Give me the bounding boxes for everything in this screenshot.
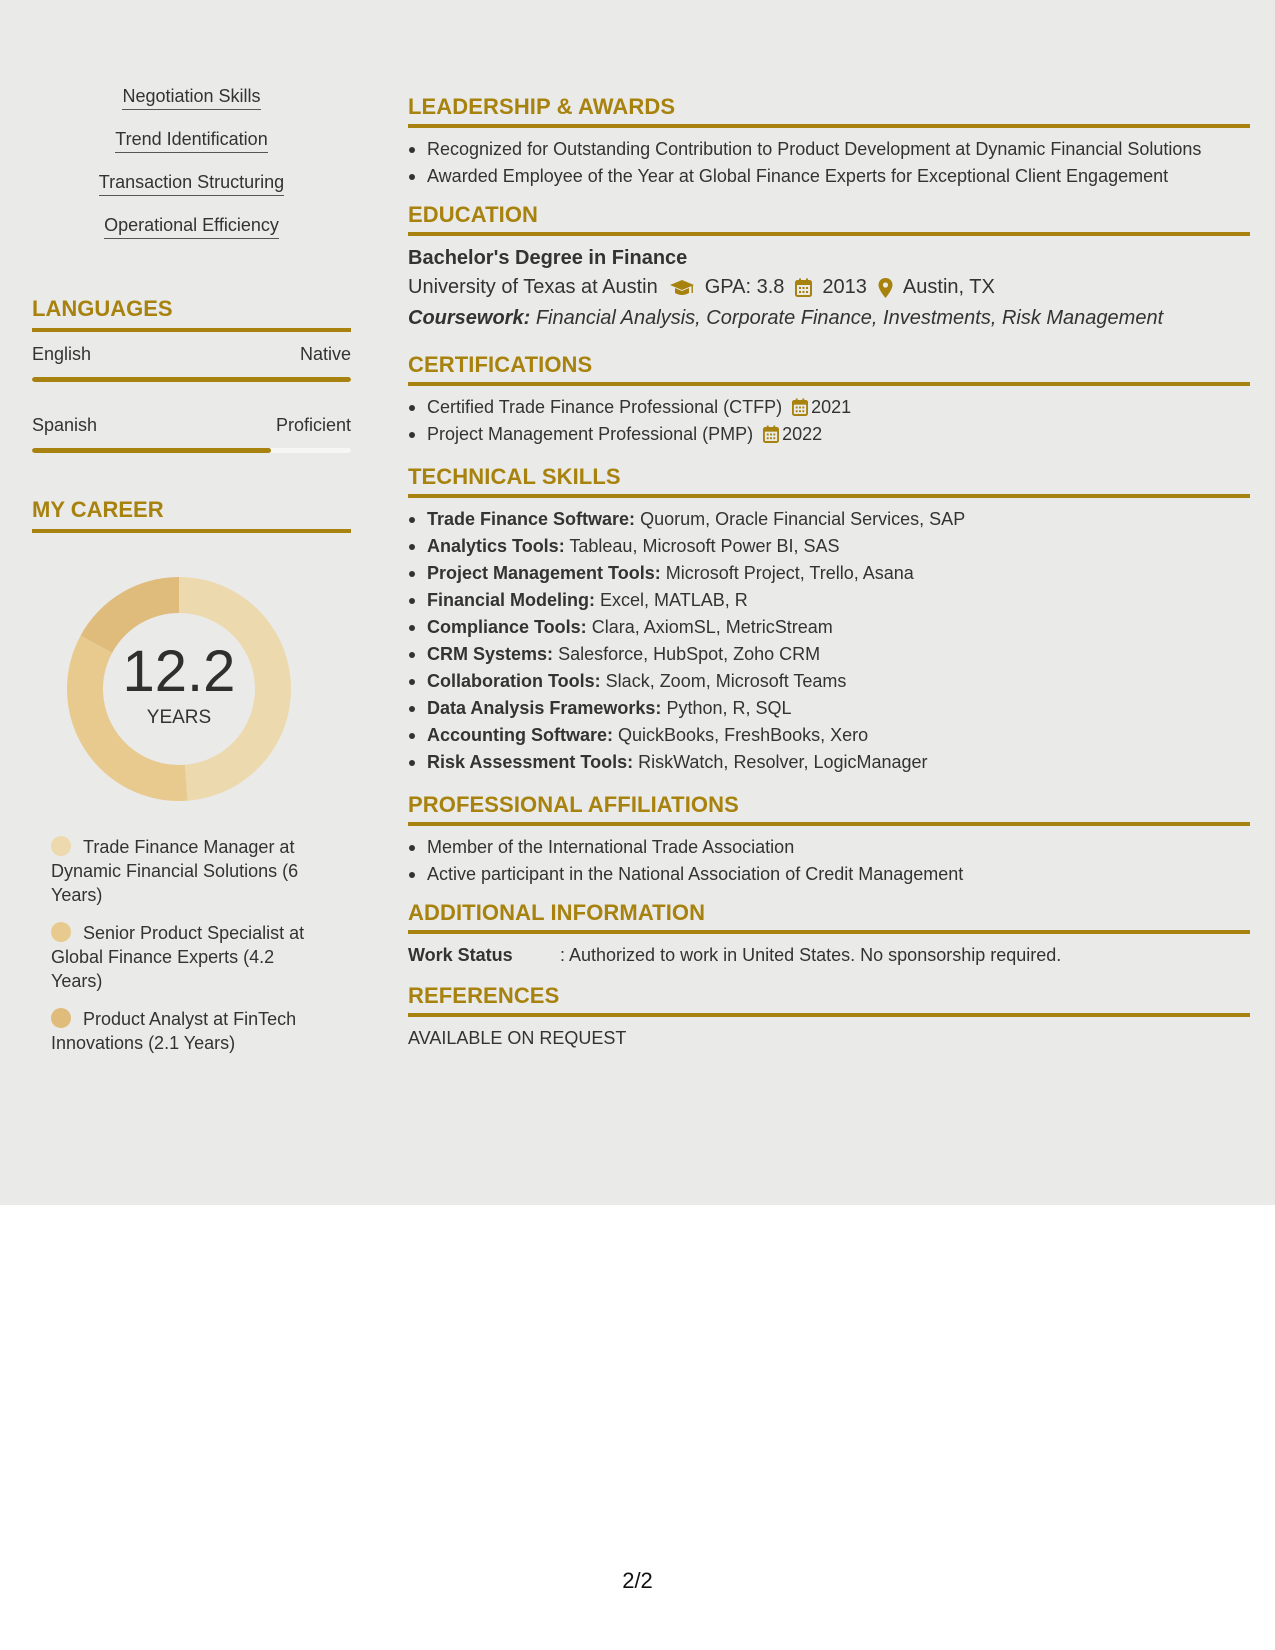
- career-total-unit: YEARS: [146, 707, 212, 728]
- certifications-heading: CERTIFICATIONS: [408, 352, 1250, 386]
- technical-skills-heading: TECHNICAL SKILLS: [408, 464, 1250, 498]
- technical-skills-section: [408, 464, 1250, 776]
- skill-label: Compliance Tools:: [427, 617, 587, 637]
- language-name: English: [32, 344, 92, 364]
- skill-value: Python, R, SQL: [666, 698, 792, 718]
- list-item: Member of the International Trade Association: [408, 834, 1250, 861]
- leadership-section: [408, 94, 1250, 190]
- legend-dot-icon: [51, 836, 71, 856]
- education-heading: EDUCATION: [408, 202, 1250, 236]
- list-item: [408, 421, 1250, 448]
- calendar-icon: [792, 398, 808, 416]
- legend-label: Senior Product Specialist at Global Finance Experts (4.2 Years): [51, 923, 305, 991]
- skill-label: Accounting Software:: [427, 725, 614, 745]
- list-item: [408, 533, 1250, 560]
- list-item: Recognized for Outstanding Contribution to Product Development at Dynamic Financial Solutions: [408, 136, 1250, 163]
- list-item: [408, 722, 1250, 749]
- leadership-heading: LEADERSHIP & AWARDS: [408, 94, 1250, 128]
- languages-section: [32, 296, 351, 453]
- skill-value: QuickBooks, FreshBooks, Xero: [618, 725, 869, 745]
- calendar-icon: [795, 278, 812, 297]
- work-status-value: : Authorized to work in United States. No sponsorship required.: [560, 945, 1062, 965]
- education-gpa: GPA: 3.8: [704, 276, 785, 298]
- education-coursework: [408, 303, 1250, 334]
- skill-label: Collaboration Tools:: [427, 671, 601, 691]
- skill-label: CRM Systems:: [427, 644, 554, 664]
- skill-value: Excel, MATLAB, R: [600, 590, 748, 610]
- education-school: University of Texas at Austin: [408, 276, 658, 298]
- language-bar-fill: [32, 448, 271, 453]
- list-item: [408, 695, 1250, 722]
- skill-label: Project Management Tools:: [427, 563, 661, 583]
- additional-info-section: [408, 900, 1250, 969]
- list-item: Active participant in the National Association of Credit Management: [408, 861, 1250, 888]
- list-item: [408, 668, 1250, 695]
- language-bar: [32, 377, 351, 382]
- affiliations-heading: PROFESSIONAL AFFILIATIONS: [408, 792, 1250, 826]
- legend-dot-icon: [51, 1008, 71, 1028]
- list-item: [408, 749, 1250, 776]
- career-section: [32, 497, 351, 1055]
- language-name: Spanish: [32, 415, 98, 435]
- language-row: [32, 415, 351, 436]
- legend-item: [51, 921, 322, 993]
- certification-name: Project Management Professional (PMP): [427, 424, 754, 444]
- career-legend: [32, 835, 322, 1055]
- affiliations-section: [408, 792, 1250, 888]
- calendar-icon: [763, 425, 779, 443]
- skill-value: Clara, AxiomSL, MetricStream: [591, 617, 833, 637]
- certification-name: Certified Trade Finance Professional (CTFP): [427, 397, 783, 417]
- skill-tag: Operational Efficiency: [104, 215, 279, 239]
- skill-tag: Trend Identification: [115, 129, 267, 153]
- skill-value: Slack, Zoom, Microsoft Teams: [605, 671, 847, 691]
- list-item: Awarded Employee of the Year at Global Finance Experts for Exceptional Client Engagement: [408, 163, 1250, 190]
- skill-tag: Negotiation Skills: [122, 86, 260, 110]
- list-item: [408, 641, 1250, 668]
- language-row: [32, 344, 351, 365]
- skill-tag: Transaction Structuring: [99, 172, 284, 196]
- references-text: AVAILABLE ON REQUEST: [408, 1028, 627, 1048]
- coursework-text: Financial Analysis, Corporate Finance, Investments, Risk Management: [535, 307, 1164, 329]
- career-donut-chart: [67, 577, 291, 801]
- work-status-row: [408, 942, 1250, 969]
- language-bar-fill: [32, 377, 351, 382]
- references-section: [408, 983, 1250, 1052]
- right-column: [408, 94, 1250, 1064]
- legend-item: [51, 835, 322, 907]
- location-pin-icon: [878, 278, 893, 298]
- language-bar: [32, 448, 351, 453]
- graduation-cap-icon: [669, 278, 695, 298]
- left-column: [32, 86, 351, 1069]
- education-degree: Bachelor's Degree in Finance: [408, 247, 688, 269]
- career-heading: MY CAREER: [32, 497, 351, 533]
- skill-value: Quorum, Oracle Financial Services, SAP: [640, 509, 966, 529]
- education-location: Austin, TX: [902, 276, 995, 298]
- education-section: [408, 202, 1250, 334]
- career-total-years: 12.2: [122, 639, 236, 704]
- skill-label: Trade Finance Software:: [427, 509, 636, 529]
- certification-year: 2021: [811, 397, 852, 417]
- legend-label: Trade Finance Manager at Dynamic Financial Solutions (6 Years): [51, 837, 299, 905]
- skill-value: Salesforce, HubSpot, Zoho CRM: [558, 644, 821, 664]
- work-status-label: Work Status: [408, 945, 513, 965]
- language-level: Proficient: [275, 415, 351, 435]
- education-year: 2013: [822, 276, 867, 298]
- skill-value: RiskWatch, Resolver, LogicManager: [638, 752, 928, 772]
- skill-label: Analytics Tools:: [427, 536, 565, 556]
- legend-item: [51, 1007, 322, 1055]
- certifications-section: [408, 352, 1250, 448]
- legend-dot-icon: [51, 922, 71, 942]
- skill-label: Data Analysis Frameworks:: [427, 698, 662, 718]
- additional-info-heading: ADDITIONAL INFORMATION: [408, 900, 1250, 934]
- list-item: [408, 560, 1250, 587]
- list-item: [408, 506, 1250, 533]
- skill-value: Tableau, Microsoft Power BI, SAS: [569, 536, 840, 556]
- language-level: Native: [299, 344, 351, 364]
- references-heading: REFERENCES: [408, 983, 1250, 1017]
- coursework-label: Coursework:: [408, 307, 531, 329]
- skill-label: Financial Modeling:: [427, 590, 596, 610]
- list-item: [408, 587, 1250, 614]
- certification-year: 2022: [782, 424, 823, 444]
- languages-heading: LANGUAGES: [32, 296, 351, 332]
- legend-label: Product Analyst at FinTech Innovations (2.1 Years): [51, 1009, 297, 1053]
- skill-value: Microsoft Project, Trello, Asana: [665, 563, 914, 583]
- list-item: [408, 614, 1250, 641]
- page-number: 2/2: [622, 1568, 653, 1593]
- skill-tags: [32, 86, 351, 258]
- education-details: [408, 272, 1250, 303]
- skill-label: Risk Assessment Tools:: [427, 752, 634, 772]
- list-item: [408, 394, 1250, 421]
